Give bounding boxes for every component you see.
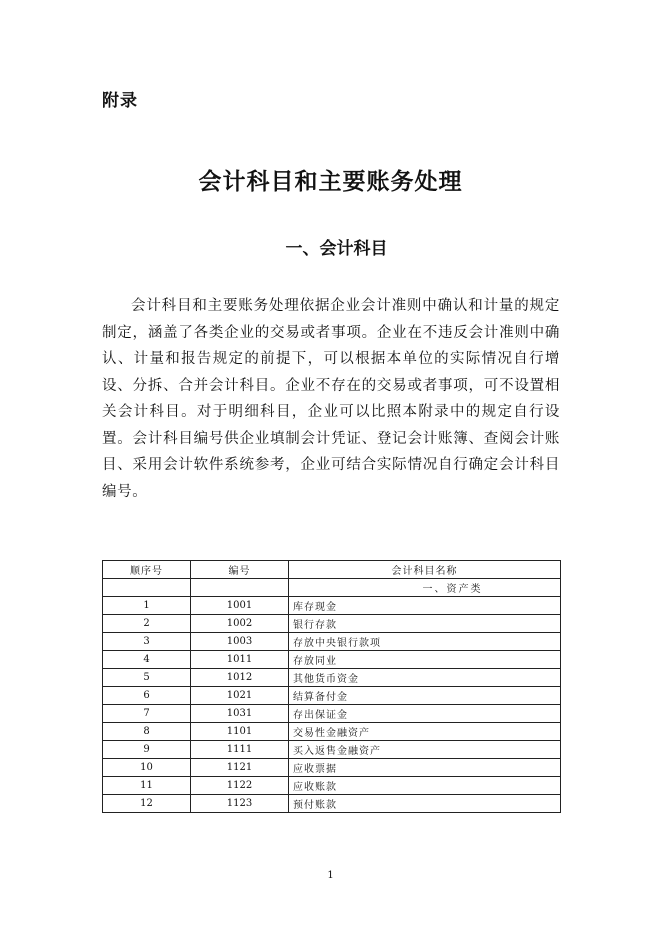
code-cell: 1003 bbox=[191, 633, 289, 651]
seq-cell: 7 bbox=[103, 705, 191, 723]
table-body bbox=[103, 579, 561, 813]
appendix-label: 附录 bbox=[102, 91, 138, 111]
seq-cell: 2 bbox=[103, 615, 191, 633]
seq-cell: 6 bbox=[103, 687, 191, 705]
code-cell: 1012 bbox=[191, 669, 289, 687]
account-name-cell: 预付账款 bbox=[289, 795, 561, 813]
seq-cell: 3 bbox=[103, 633, 191, 651]
category-row bbox=[103, 579, 561, 597]
header-seq: 顺序号 bbox=[103, 561, 191, 579]
seq-cell: 5 bbox=[103, 669, 191, 687]
account-name-cell: 应收票据 bbox=[289, 759, 561, 777]
code-cell: 1011 bbox=[191, 651, 289, 669]
account-name-cell: 库存现金 bbox=[289, 597, 561, 615]
header-name: 会计科目名称 bbox=[289, 561, 561, 579]
seq-cell: 1 bbox=[103, 597, 191, 615]
table-row bbox=[103, 741, 561, 759]
seq-cell: 10 bbox=[103, 759, 191, 777]
code-cell: 1002 bbox=[191, 615, 289, 633]
table-row bbox=[103, 633, 561, 651]
table-row bbox=[103, 723, 561, 741]
table-row bbox=[103, 669, 561, 687]
seq-cell: 9 bbox=[103, 741, 191, 759]
code-cell: 1111 bbox=[191, 741, 289, 759]
table-row bbox=[103, 759, 561, 777]
account-name-cell: 其他货币资金 bbox=[289, 669, 561, 687]
code-cell: 1021 bbox=[191, 687, 289, 705]
category-code-cell bbox=[191, 579, 289, 597]
code-cell: 1121 bbox=[191, 759, 289, 777]
account-name-cell: 银行存款 bbox=[289, 615, 561, 633]
account-name-cell: 存放中央银行款项 bbox=[289, 633, 561, 651]
code-cell: 1123 bbox=[191, 795, 289, 813]
seq-cell: 11 bbox=[103, 777, 191, 795]
header-code: 编号 bbox=[191, 561, 289, 579]
section-title: 一、会计科目 bbox=[285, 239, 388, 259]
account-name-cell: 存出保证金 bbox=[289, 705, 561, 723]
code-cell: 1122 bbox=[191, 777, 289, 795]
account-name-cell: 存放同业 bbox=[289, 651, 561, 669]
table-header-row bbox=[103, 561, 561, 579]
table-row bbox=[103, 777, 561, 795]
code-cell: 1101 bbox=[191, 723, 289, 741]
table-row bbox=[103, 615, 561, 633]
account-name-cell: 交易性金融资产 bbox=[289, 723, 561, 741]
seq-cell: 4 bbox=[103, 651, 191, 669]
category-label: 一、资产类 bbox=[289, 579, 561, 597]
table-row bbox=[103, 651, 561, 669]
document-title: 会计科目和主要账务处理 bbox=[198, 169, 463, 195]
page-number: 1 bbox=[327, 870, 334, 881]
table-row bbox=[103, 687, 561, 705]
intro-paragraph: 会计科目和主要账务处理依据企业会计准则中确认和计量的规定制定，涵盖了各类企业的交易或者事项。企业在不违反会计准则中确认、计量和报告规定的前提下，可以根据本单位的实际情况自行增设、分拆、合并会计科目。企业不存在的交易或者事项，可不设置相关会计科目。对于明细科目，企业可以比照本附录中的规定自行设置。会计科目编号供企业填制会计凭证、登记会计账簿、查阅会计账目、采用会计软件系统参考，企业可结合实际情况自行确定会计科目编号。 bbox=[102, 298, 560, 500]
seq-cell: 12 bbox=[103, 795, 191, 813]
account-name-cell: 应收账款 bbox=[289, 777, 561, 795]
table-row bbox=[103, 597, 561, 615]
account-name-cell: 结算备付金 bbox=[289, 687, 561, 705]
code-cell: 1001 bbox=[191, 597, 289, 615]
table-row bbox=[103, 705, 561, 723]
seq-cell: 8 bbox=[103, 723, 191, 741]
code-cell: 1031 bbox=[191, 705, 289, 723]
category-seq-cell bbox=[103, 579, 191, 597]
accounts-table bbox=[102, 560, 561, 813]
table-row bbox=[103, 795, 561, 813]
account-name-cell: 买入返售金融资产 bbox=[289, 741, 561, 759]
